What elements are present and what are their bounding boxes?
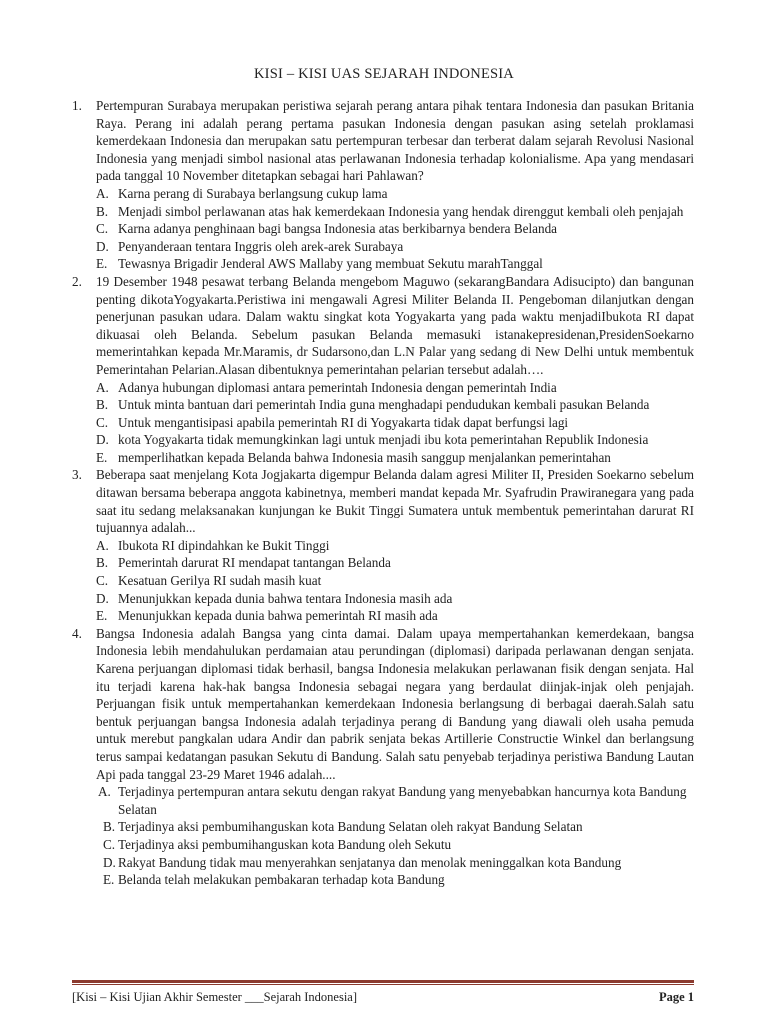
option-text: Karna perang di Surabaya berlangsung cukup lama	[118, 185, 388, 201]
option-letter: B.	[96, 555, 109, 571]
option-list	[96, 379, 694, 467]
option-list	[96, 537, 694, 625]
option-letter: E.	[96, 449, 108, 465]
option-text: Terjadinya aksi pembumihanguskan kota Bandung Selatan oleh rakyat Bandung Selatan	[118, 819, 583, 835]
option-list	[96, 185, 694, 273]
option-c	[96, 414, 694, 432]
option-letter: A.	[96, 379, 109, 395]
question-number: 3.	[72, 467, 82, 483]
question-stem: Beberapa saat menjelang Kota Jogjakarta digempur Belanda dalam agresi Militer II, Presiden Soekarno sebelum ditawan bersama beberapa anggota kabinetnya, memberi mandat kepada Mr. Syafrudin Prawiranegara yang pada saat itu sedang melaksanakan kunjungan ke Bukit Tinggi Sumatera untuk membentuk pemerintahan darurat RI tujuannya adalah...	[96, 467, 694, 536]
option-letter: A.	[96, 185, 109, 201]
option-a	[96, 783, 694, 818]
option-text: Ibukota RI dipindahkan ke Bukit Tinggi	[118, 537, 330, 553]
question-stem: Pertempuran Surabaya merupakan peristiwa sejarah perang antara pihak tentara Indonesia dan pasukan Britania Raya. Perang ini adalah perang pertama pasukan Indonesia dengan pasukan asing setelah proklamasi kemerdekaan Indonesia dan merupakan satu pertempuran terbesar dan terberat dalam sejarah Revolusi Nasional Indonesia yang menjadi simbol nasional atas perlawanan Indonesia terhadap kolonialisme. Apa yang mendasari pada tanggal 10 November ditetapkan sebagai hari Pahlawan?	[96, 98, 694, 184]
footer-rule-thin	[72, 984, 694, 985]
question-2	[72, 273, 694, 467]
question-stem: 19 Desember 1948 pesawat terbang Belanda mengebom Maguwo (sekarangBandara Adisucipto) dan bangunan penting dikotaYogyakarta.Peristiwa ini mengawali Agresi Militer Belanda II. Pengeboman dilanjutkan dengan penerjunan pasukan udara. Dalam waktu singkat kota Yogyakarta yang pada waktu menjadiIbukota RI dapat dikuasai oleh Belanda. Sebelum pasukan Belanda memasuki istanakepresidenan,PresidenSoekarno memerintahkan kepada Mr.Maramis, dr Sudarsono,dan L.N Palar yang sedang di New Delhi untuk membentuk Pemerintahan Pelarian.Alasan dibentuknya pemerintahan pelarian tersebut adalah….	[96, 273, 694, 377]
option-b	[96, 554, 694, 572]
option-text: Tewasnya Brigadir Jenderal AWS Mallaby yang membuat Sekutu marahTanggal	[118, 256, 543, 272]
option-letter: C.	[96, 573, 109, 589]
option-d	[96, 431, 694, 449]
option-e	[96, 449, 694, 467]
option-letter: C.	[96, 221, 109, 237]
option-letter: A.	[96, 537, 109, 553]
option-b	[96, 818, 694, 836]
option-letter: B.	[96, 397, 109, 413]
option-text: Kesatuan Gerilya RI sudah masih kuat	[118, 573, 322, 589]
option-text: Karna adanya penghinaan bagi bangsa Indonesia atas berkibarnya bendera Belanda	[118, 221, 558, 237]
option-text: Rakyat Bandung tidak mau menyerahkan senjatanya dan menolak meninggalkan kota Bandung	[118, 854, 622, 870]
question-3	[72, 466, 694, 624]
question-number: 1.	[72, 98, 82, 113]
option-text: memperlihatkan kepada Belanda bahwa Indonesia masih sanggup menjalankan pemerintahan	[118, 449, 611, 465]
option-text: Penyanderaan tentara Inggris oleh arek-arek Surabaya	[118, 238, 404, 254]
option-letter: D.	[96, 238, 109, 254]
option-text: Pemerintah darurat RI mendapat tantangan Belanda	[118, 555, 391, 571]
option-text: Belanda telah melakukan pembakaran terhadap kota Bandung	[118, 872, 445, 888]
option-letter: B.	[96, 203, 109, 219]
option-list	[96, 783, 694, 889]
option-text: Menjadi simbol perlawanan atas hak kemerdekaan Indonesia yang hendak direnggut kembali oleh penjajah	[118, 203, 684, 219]
option-letter: D.	[96, 432, 109, 448]
option-text: Menunjukkan kepada dunia bahwa tentara Indonesia masih ada	[118, 590, 453, 606]
option-e	[96, 871, 694, 889]
question-number: 4.	[72, 625, 82, 641]
option-d	[96, 238, 694, 256]
option-text: Menunjukkan kepada dunia bahwa pemerintah RI masih ada	[118, 608, 438, 624]
option-a	[96, 379, 694, 397]
option-letter: E.	[96, 608, 108, 624]
page-number: Page 1	[658, 990, 694, 1004]
footer-document-label: [Kisi – Kisi Ujian Akhir Semester ___Sejarah Indonesia]	[72, 990, 358, 1004]
option-letter: E.	[96, 256, 108, 272]
option-b	[96, 203, 694, 221]
option-letter: C.	[103, 836, 116, 852]
question-1	[72, 97, 694, 273]
option-c	[96, 572, 694, 590]
option-text: Terjadinya aksi pembumihanguskan kota Bandung oleh Sekutu	[118, 836, 452, 852]
option-letter: A.	[98, 784, 111, 800]
option-text: kota Yogyakarta tidak memungkinkan lagi untuk menjadi ibu kota pemerintahan Republik Indonesia	[118, 432, 649, 448]
option-b	[96, 396, 694, 414]
option-text: Untuk mengantisipasi apabila pemerintah RI di Yogyakarta tidak dapat berfungsi lagi	[118, 414, 569, 430]
footer-rule	[72, 980, 694, 983]
option-letter: C.	[96, 414, 109, 430]
option-letter: D.	[103, 854, 116, 870]
option-e	[96, 255, 694, 273]
question-4	[72, 625, 694, 889]
option-c	[96, 836, 694, 854]
option-d	[96, 590, 694, 608]
question-list	[72, 97, 694, 889]
option-text: Adanya hubungan diplomasi antara pemerintah Indonesia dengan pemerintah India	[118, 379, 557, 395]
question-number: 2.	[72, 273, 82, 289]
option-text: Untuk minta bantuan dari pemerintah India guna menghadapi pendudukan kembali pasukan Belanda	[118, 397, 650, 413]
option-e	[96, 607, 694, 625]
option-letter: D.	[96, 590, 109, 606]
option-c	[96, 220, 694, 238]
option-d	[96, 854, 694, 872]
question-stem: Bangsa Indonesia adalah Bangsa yang cinta damai. Dalam upaya mempertahankan kemerdekaan, bangsa Indonesia lebih mendahulukan perdamaian atau perundingan (diplomasi) daripada perlawanan dengan senjata. Karena perjuangan diplomasi tidak berhasil, bangsa Indonesia melakukan perlawanan fisik dengan senjata. Hal itu terjadi karena hak-hak bangsa Indonesia sebagai negara yang berdaulat diinjak-injak oleh penjajah. Perjuangan fisik untuk mempertahankan kemerdekaan Indonesia berlangsung di berbagai daerah.Salah satu bentuk perjuangan bangsa Indonesia adalah terjadinya perang di Bandung yang diawali oleh usaha pemuda untuk merebut pangkalan udara Andir dan pabrik senjata bekas Artillerie Constructie Winkel dan berlangsung terus sampai kedatangan pasukan Sekutu di Bandung. Salah satu penyebab terjadinya peristiwa Bandung Lautan Api pada tanggal 23-29 Maret 1946 adalah....	[96, 625, 694, 782]
option-text: Terjadinya pertempuran antara sekutu dengan rakyat Bandung yang menyebabkan hancurnya kota Bandung Selatan	[118, 784, 687, 817]
option-letter: E.	[103, 872, 115, 888]
option-a	[96, 185, 694, 203]
page-title: KISI – KISI UAS SEJARAH INDONESIA	[254, 66, 514, 82]
option-letter: B.	[103, 819, 116, 835]
option-a	[96, 537, 694, 555]
